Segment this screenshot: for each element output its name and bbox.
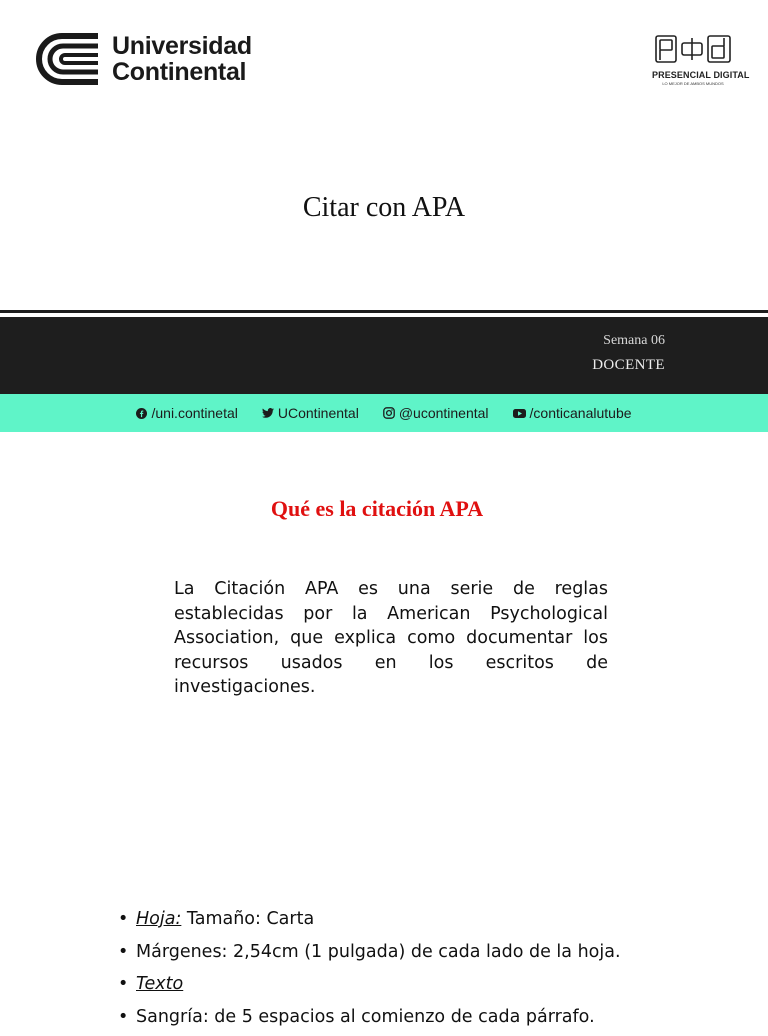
bullet-icon: •	[118, 939, 136, 972]
social-instagram[interactable]	[383, 405, 489, 421]
twitter-handle: UContinental	[278, 405, 359, 421]
role-label: DOCENTE	[592, 357, 665, 374]
pd-brand-text: PRESENCIAL DIGITAL	[652, 70, 734, 80]
section-title: Qué es la citación APA	[0, 496, 754, 522]
list-item	[118, 906, 621, 939]
bullet-text: Márgenes: 2,54cm (1 pulgada) de cada lado de la hoja.	[136, 939, 621, 972]
pd-tagline-text: LO MEJOR DE AMBOS MUNDOS	[652, 81, 734, 86]
presencial-digital-logo	[652, 34, 734, 86]
youtube-icon	[513, 409, 526, 418]
social-links-bar	[0, 394, 768, 432]
bullet-text: Sangría: de 5 espacios al comienzo de cada párrafo.	[136, 1004, 595, 1036]
bullet-icon: •	[118, 906, 136, 939]
divider-line	[0, 310, 768, 313]
youtube-handle: /conticanalutube	[530, 405, 632, 421]
definition-paragraph: La Citación APA es una serie de reglas establecidas por la American Psychological Association, que explica como documentar los recursos usados en los escritos de investigaciones.	[174, 577, 608, 700]
bullet-text: Tamaño: Carta	[181, 909, 314, 929]
facebook-icon	[136, 408, 147, 419]
week-label: Semana 06	[603, 333, 665, 349]
social-twitter[interactable]	[262, 405, 359, 421]
pd-monogram-icon	[654, 34, 732, 64]
bullet-lead: Texto	[136, 971, 183, 1004]
slide-title: Citar con APA	[0, 192, 768, 224]
universidad-continental-logo	[32, 32, 252, 86]
facebook-handle: /uni.continetal	[151, 405, 237, 421]
list-item	[118, 971, 621, 1004]
list-item	[118, 1004, 621, 1036]
uc-logo-text	[112, 33, 252, 85]
bullet-icon: •	[118, 1004, 136, 1036]
title-slide	[0, 0, 768, 432]
social-youtube[interactable]	[513, 405, 632, 421]
social-facebook[interactable]	[136, 405, 237, 421]
bullet-lead: Hoja:	[136, 909, 181, 929]
logo-line-1: Universidad	[112, 33, 252, 59]
instagram-icon	[383, 407, 395, 419]
bullet-icon: •	[118, 971, 136, 1004]
list-item	[118, 939, 621, 972]
info-band	[0, 317, 768, 394]
format-bullet-list	[118, 906, 621, 1036]
logo-line-2: Continental	[112, 59, 252, 85]
twitter-icon	[262, 408, 274, 418]
instagram-handle: @ucontinental	[399, 405, 489, 421]
uc-logo-mark-icon	[32, 32, 100, 86]
